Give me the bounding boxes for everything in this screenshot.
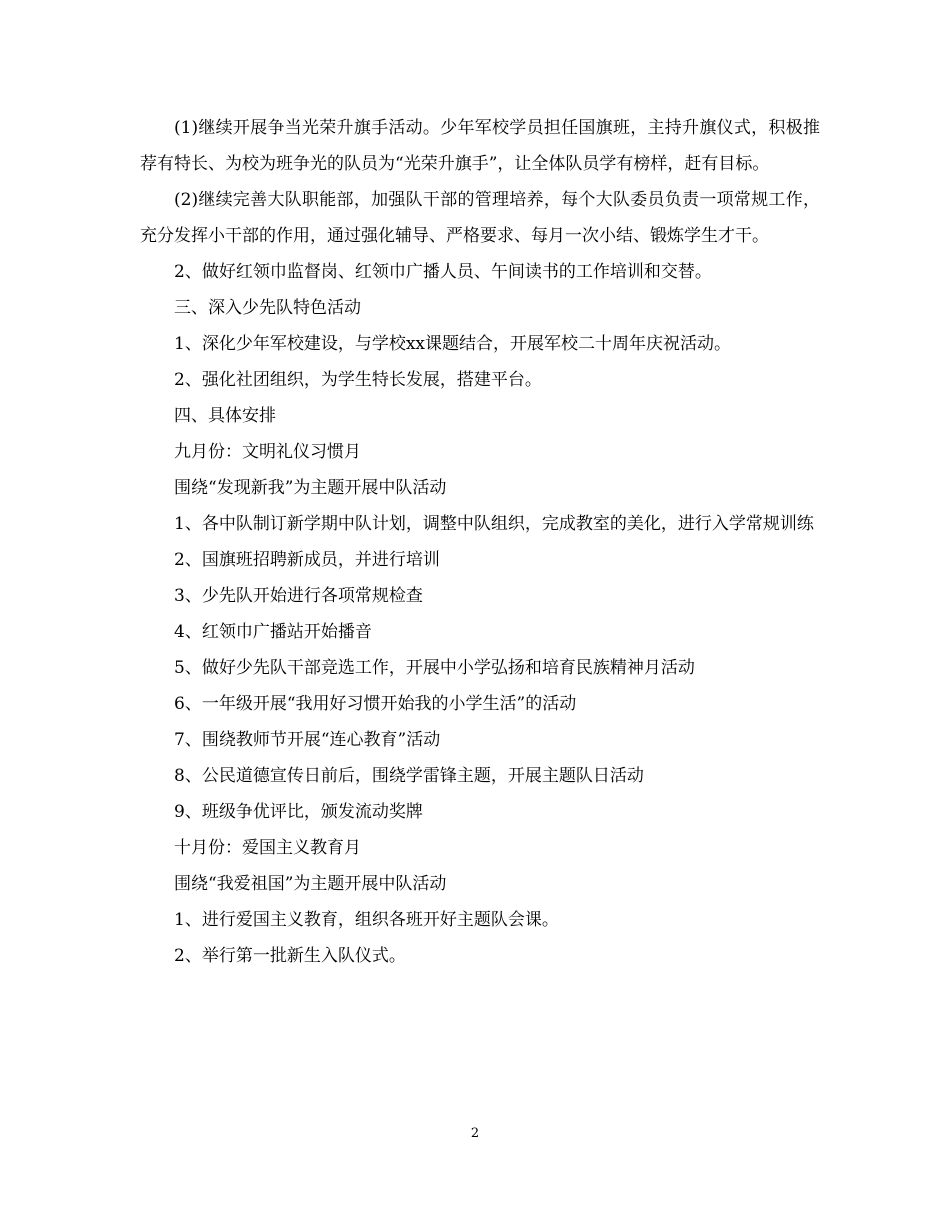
section-heading: 四、具体安排 [174, 406, 276, 426]
section-heading: 三、深入少先队特色活动 [174, 298, 361, 318]
list-item: 1、进行爱国主义教育，组织各班开好主题队会课。 [174, 910, 559, 930]
document-body [140, 110, 820, 974]
paragraph: 1、深化少年军校建设，与学校xx课题结合，开展军校二十周年庆祝活动。 [174, 334, 731, 354]
paragraph: 2、做好红领巾监督岗、红领巾广播人员、午间读书的工作培训和交替。 [174, 262, 712, 282]
page-number: 2 [470, 1126, 480, 1141]
paragraph: 2、强化社团组织，为学生特长发展，搭建平台。 [174, 370, 542, 390]
list-item: 1、各中队制订新学期中队计划，调整中队组织，完成教室的美化，进行入学常规训练 [174, 514, 814, 534]
month-heading: 九月份：文明礼仪习惯月 [174, 442, 361, 462]
month-heading: 十月份：爱国主义教育月 [174, 838, 361, 858]
list-item: 2、国旗班招聘新成员，并进行培训 [174, 550, 440, 570]
list-item: 4、红领巾广播站开始播音 [174, 622, 372, 642]
paragraph: (1)继续开展争当光荣升旗手活动。少年军校学员担任国旗班，主持升旗仪式，积极推荐有特长、为校为班争光的队员为“光荣升旗手”，让全体队员学有榜样，赶有目标。 [140, 118, 820, 174]
list-item: 7、围绕教师节开展“连心教育”活动 [174, 730, 441, 750]
paragraph: 围绕“我爱祖国”为主题开展中队活动 [174, 874, 447, 894]
list-item: 3、少先队开始进行各项常规检查 [174, 586, 423, 606]
paragraph: 围绕“发现新我”为主题开展中队活动 [174, 478, 447, 498]
list-item: 9、班级争优评比，颁发流动奖牌 [174, 802, 423, 822]
list-item: 8、公民道德宣传日前后，围绕学雷锋主题，开展主题队日活动 [174, 766, 644, 786]
list-item: 2、举行第一批新生入队仪式。 [174, 946, 406, 966]
list-item: 5、做好少先队干部竞选工作，开展中小学弘扬和培育民族精神月活动 [174, 658, 695, 678]
list-item: 6、一年级开展“我用好习惯开始我的小学生活”的活动 [174, 694, 577, 714]
paragraph: (2)继续完善大队职能部，加强队干部的管理培养，每个大队委员负责一项常规工作，充分发挥小干部的作用，通过强化辅导、严格要求、每月一次小结、锻炼学生才干。 [140, 190, 820, 246]
